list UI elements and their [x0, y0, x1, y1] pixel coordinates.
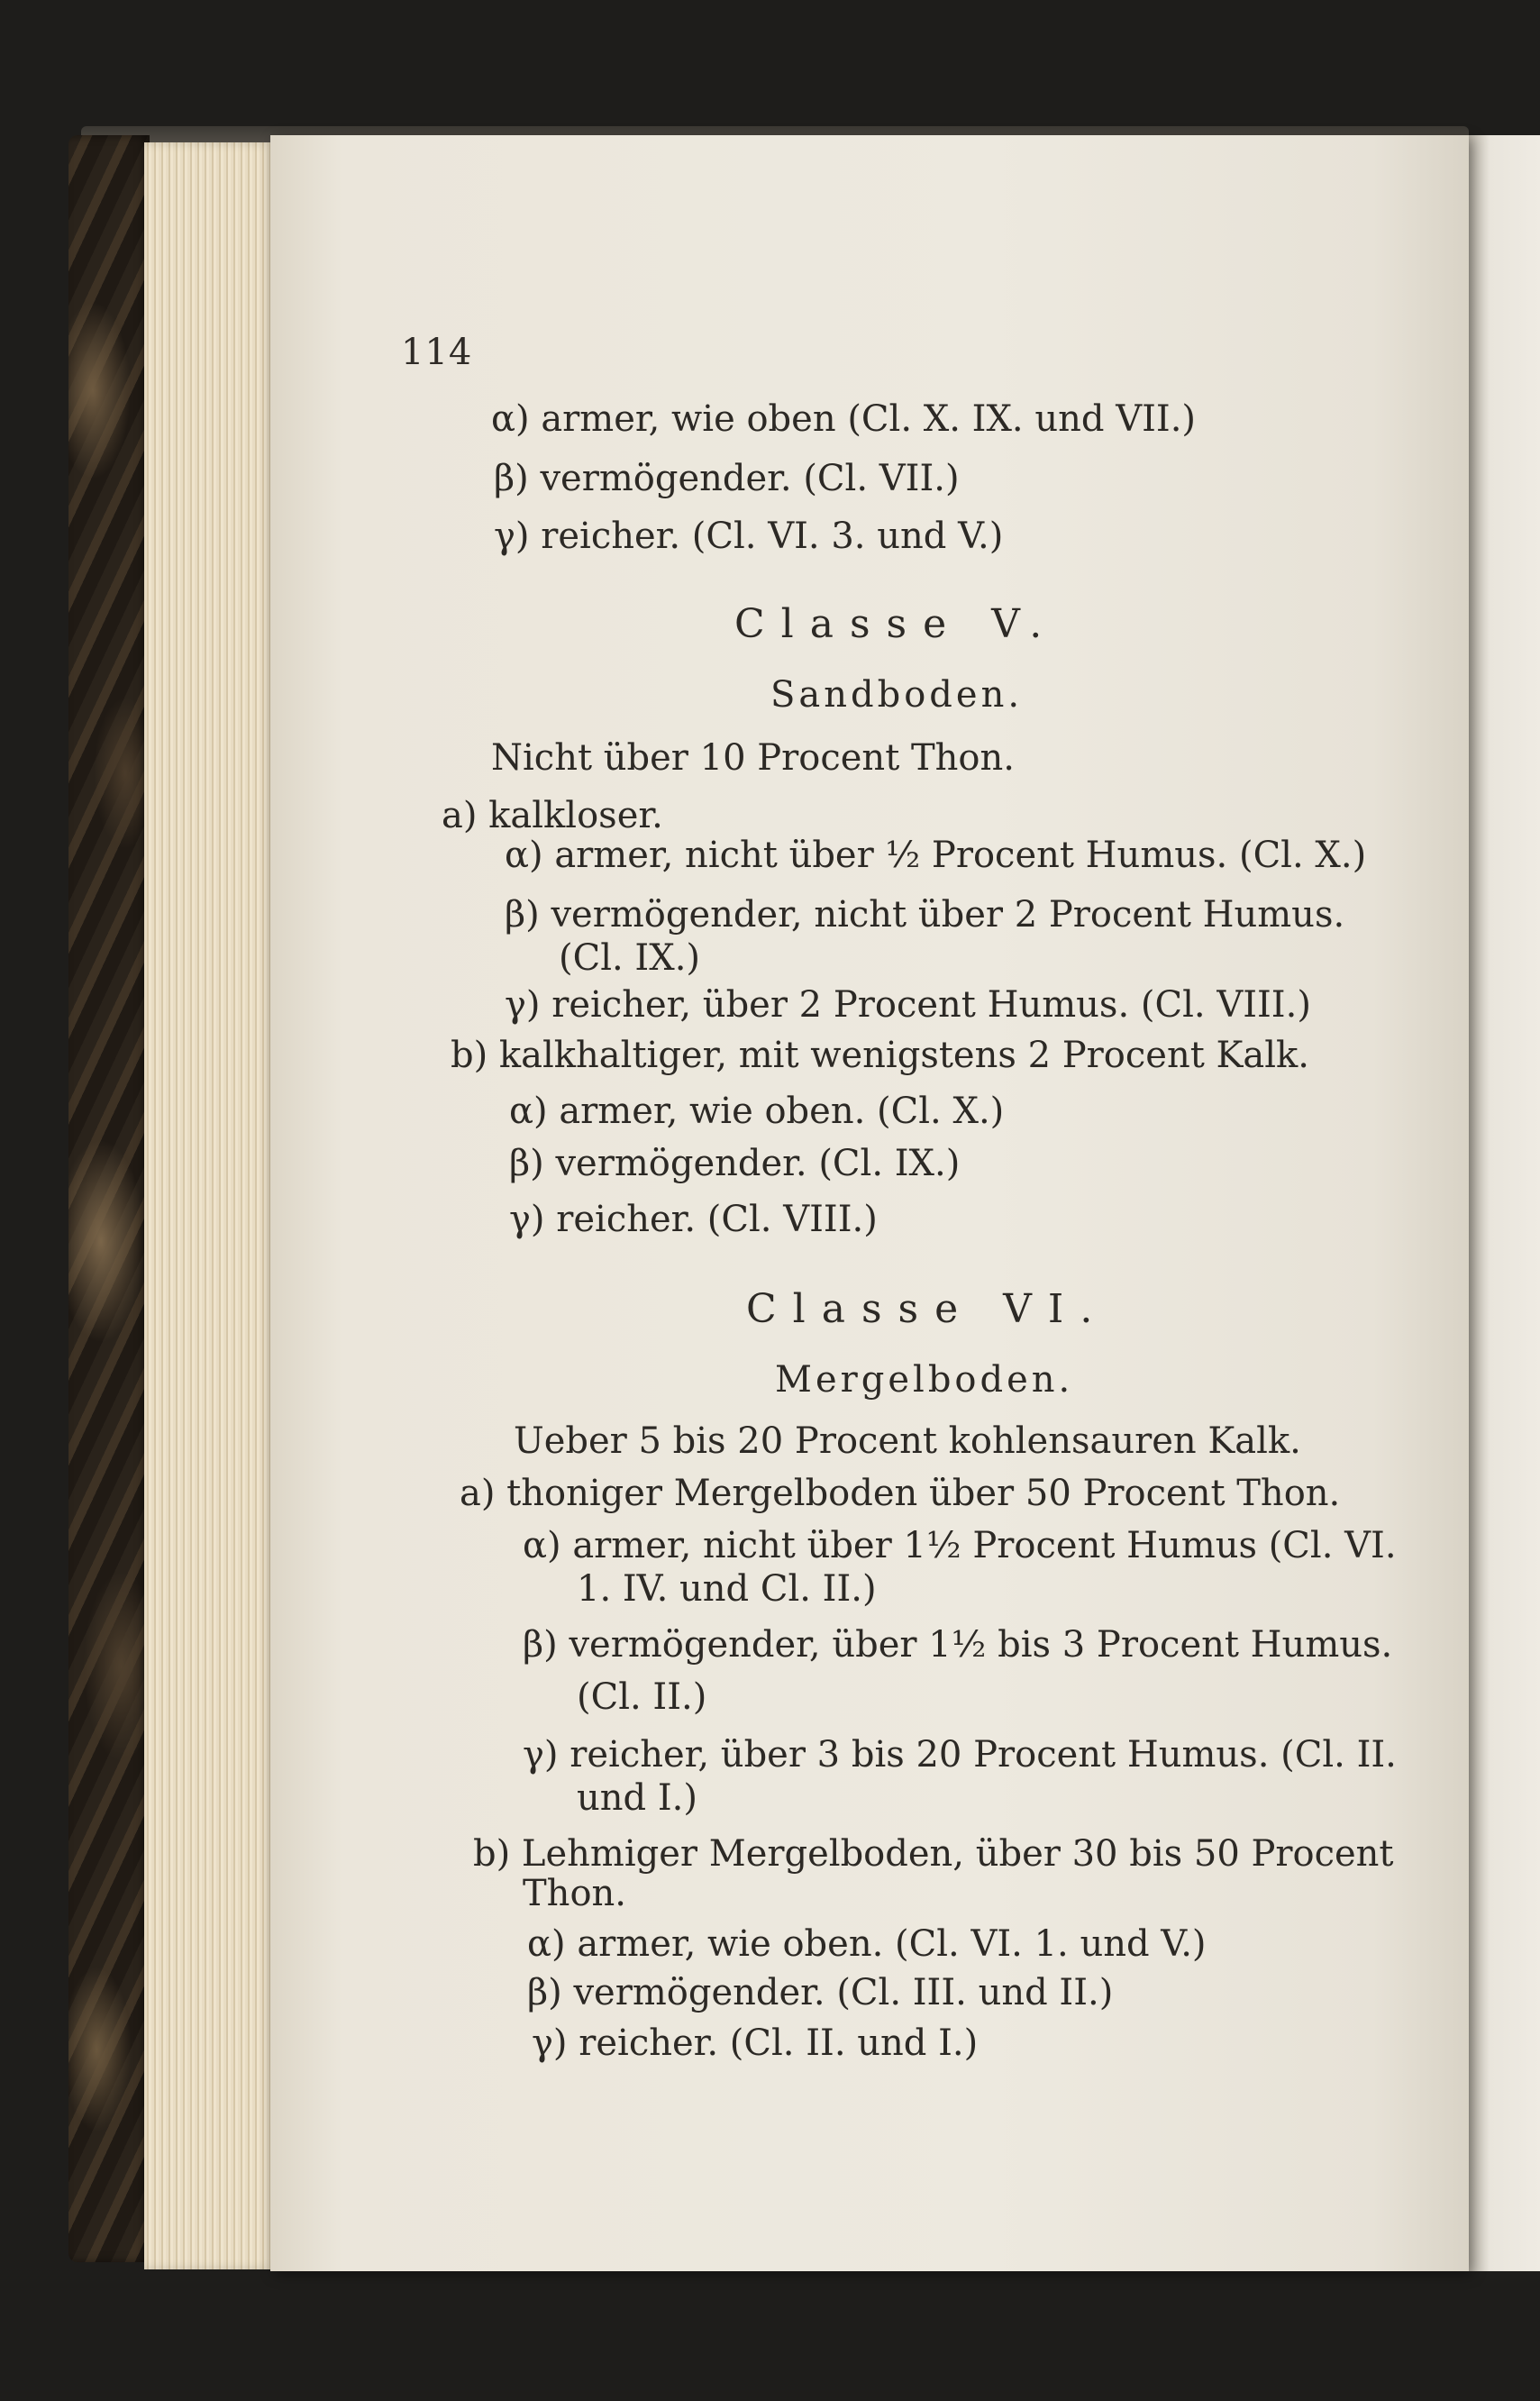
text-line: und I.)	[577, 1777, 697, 1819]
text-line: γ) reicher. (Cl. II. und I.)	[532, 2022, 979, 2064]
text-line: α) armer, wie oben. (Cl. X.)	[509, 1091, 1005, 1132]
text-line: α) armer, wie oben (Cl. X. IX. und VII.)	[491, 398, 1197, 440]
text-line: Thon.	[523, 1873, 626, 1914]
text-line: γ) reicher, über 2 Procent Humus. (Cl. VIII.)	[505, 984, 1311, 1026]
text-line: Nicht über 10 Procent Thon.	[491, 737, 1015, 779]
text-line: b) Lehmiger Mergelboden, über 30 bis 50 Procent	[473, 1833, 1394, 1875]
text-line: α) armer, nicht über 1½ Procent Humus (Cl. VI.	[523, 1525, 1397, 1566]
text-line: β) vermögender. (Cl. IX.)	[509, 1143, 961, 1184]
text-line: γ) reicher, über 3 bis 20 Procent Humus. (Cl. II.	[523, 1734, 1397, 1776]
text-line: β) vermögender. (Cl. III. und II.)	[527, 1972, 1114, 2013]
section-heading: Classe V.	[734, 601, 1059, 647]
text-line: a) thoniger Mergelboden über 50 Procent Thon.	[460, 1473, 1341, 1514]
facing-page	[1469, 135, 1540, 2271]
page-edges	[144, 142, 279, 2269]
text-line: α) armer, nicht über ½ Procent Humus. (Cl. X.)	[505, 835, 1367, 876]
text-line: 1. IV. und Cl. II.)	[577, 1568, 877, 1610]
text-line: Ueber 5 bis 20 Procent kohlensauren Kalk.	[514, 1420, 1301, 1462]
section-subheading: Mergelboden.	[775, 1359, 1074, 1401]
text-line: α) armer, wie oben. (Cl. VI. 1. und V.)	[527, 1923, 1207, 1965]
marbled-cover	[68, 135, 150, 2262]
text-line: β) vermögender, über 1½ bis 3 Procent Humus.	[523, 1624, 1393, 1666]
section-subheading: Sandboden.	[770, 674, 1024, 716]
section-heading: Classe VI.	[746, 1286, 1109, 1332]
text-line: γ) reicher. (Cl. VIII.)	[509, 1199, 878, 1240]
text-line: γ) reicher. (Cl. VI. 3. und V.)	[494, 516, 1004, 557]
page-number: 114	[401, 332, 473, 373]
text-line: (Cl. II.)	[577, 1676, 707, 1718]
text-line: b) kalkhaltiger, mit wenigstens 2 Procent Kalk.	[451, 1035, 1309, 1076]
text-line: β) vermögender, nicht über 2 Procent Humus.	[505, 894, 1345, 936]
text-line: a) kalkloser.	[442, 795, 663, 836]
text-line: (Cl. IX.)	[559, 937, 701, 979]
text-line: β) vermögender. (Cl. VII.)	[494, 458, 960, 499]
